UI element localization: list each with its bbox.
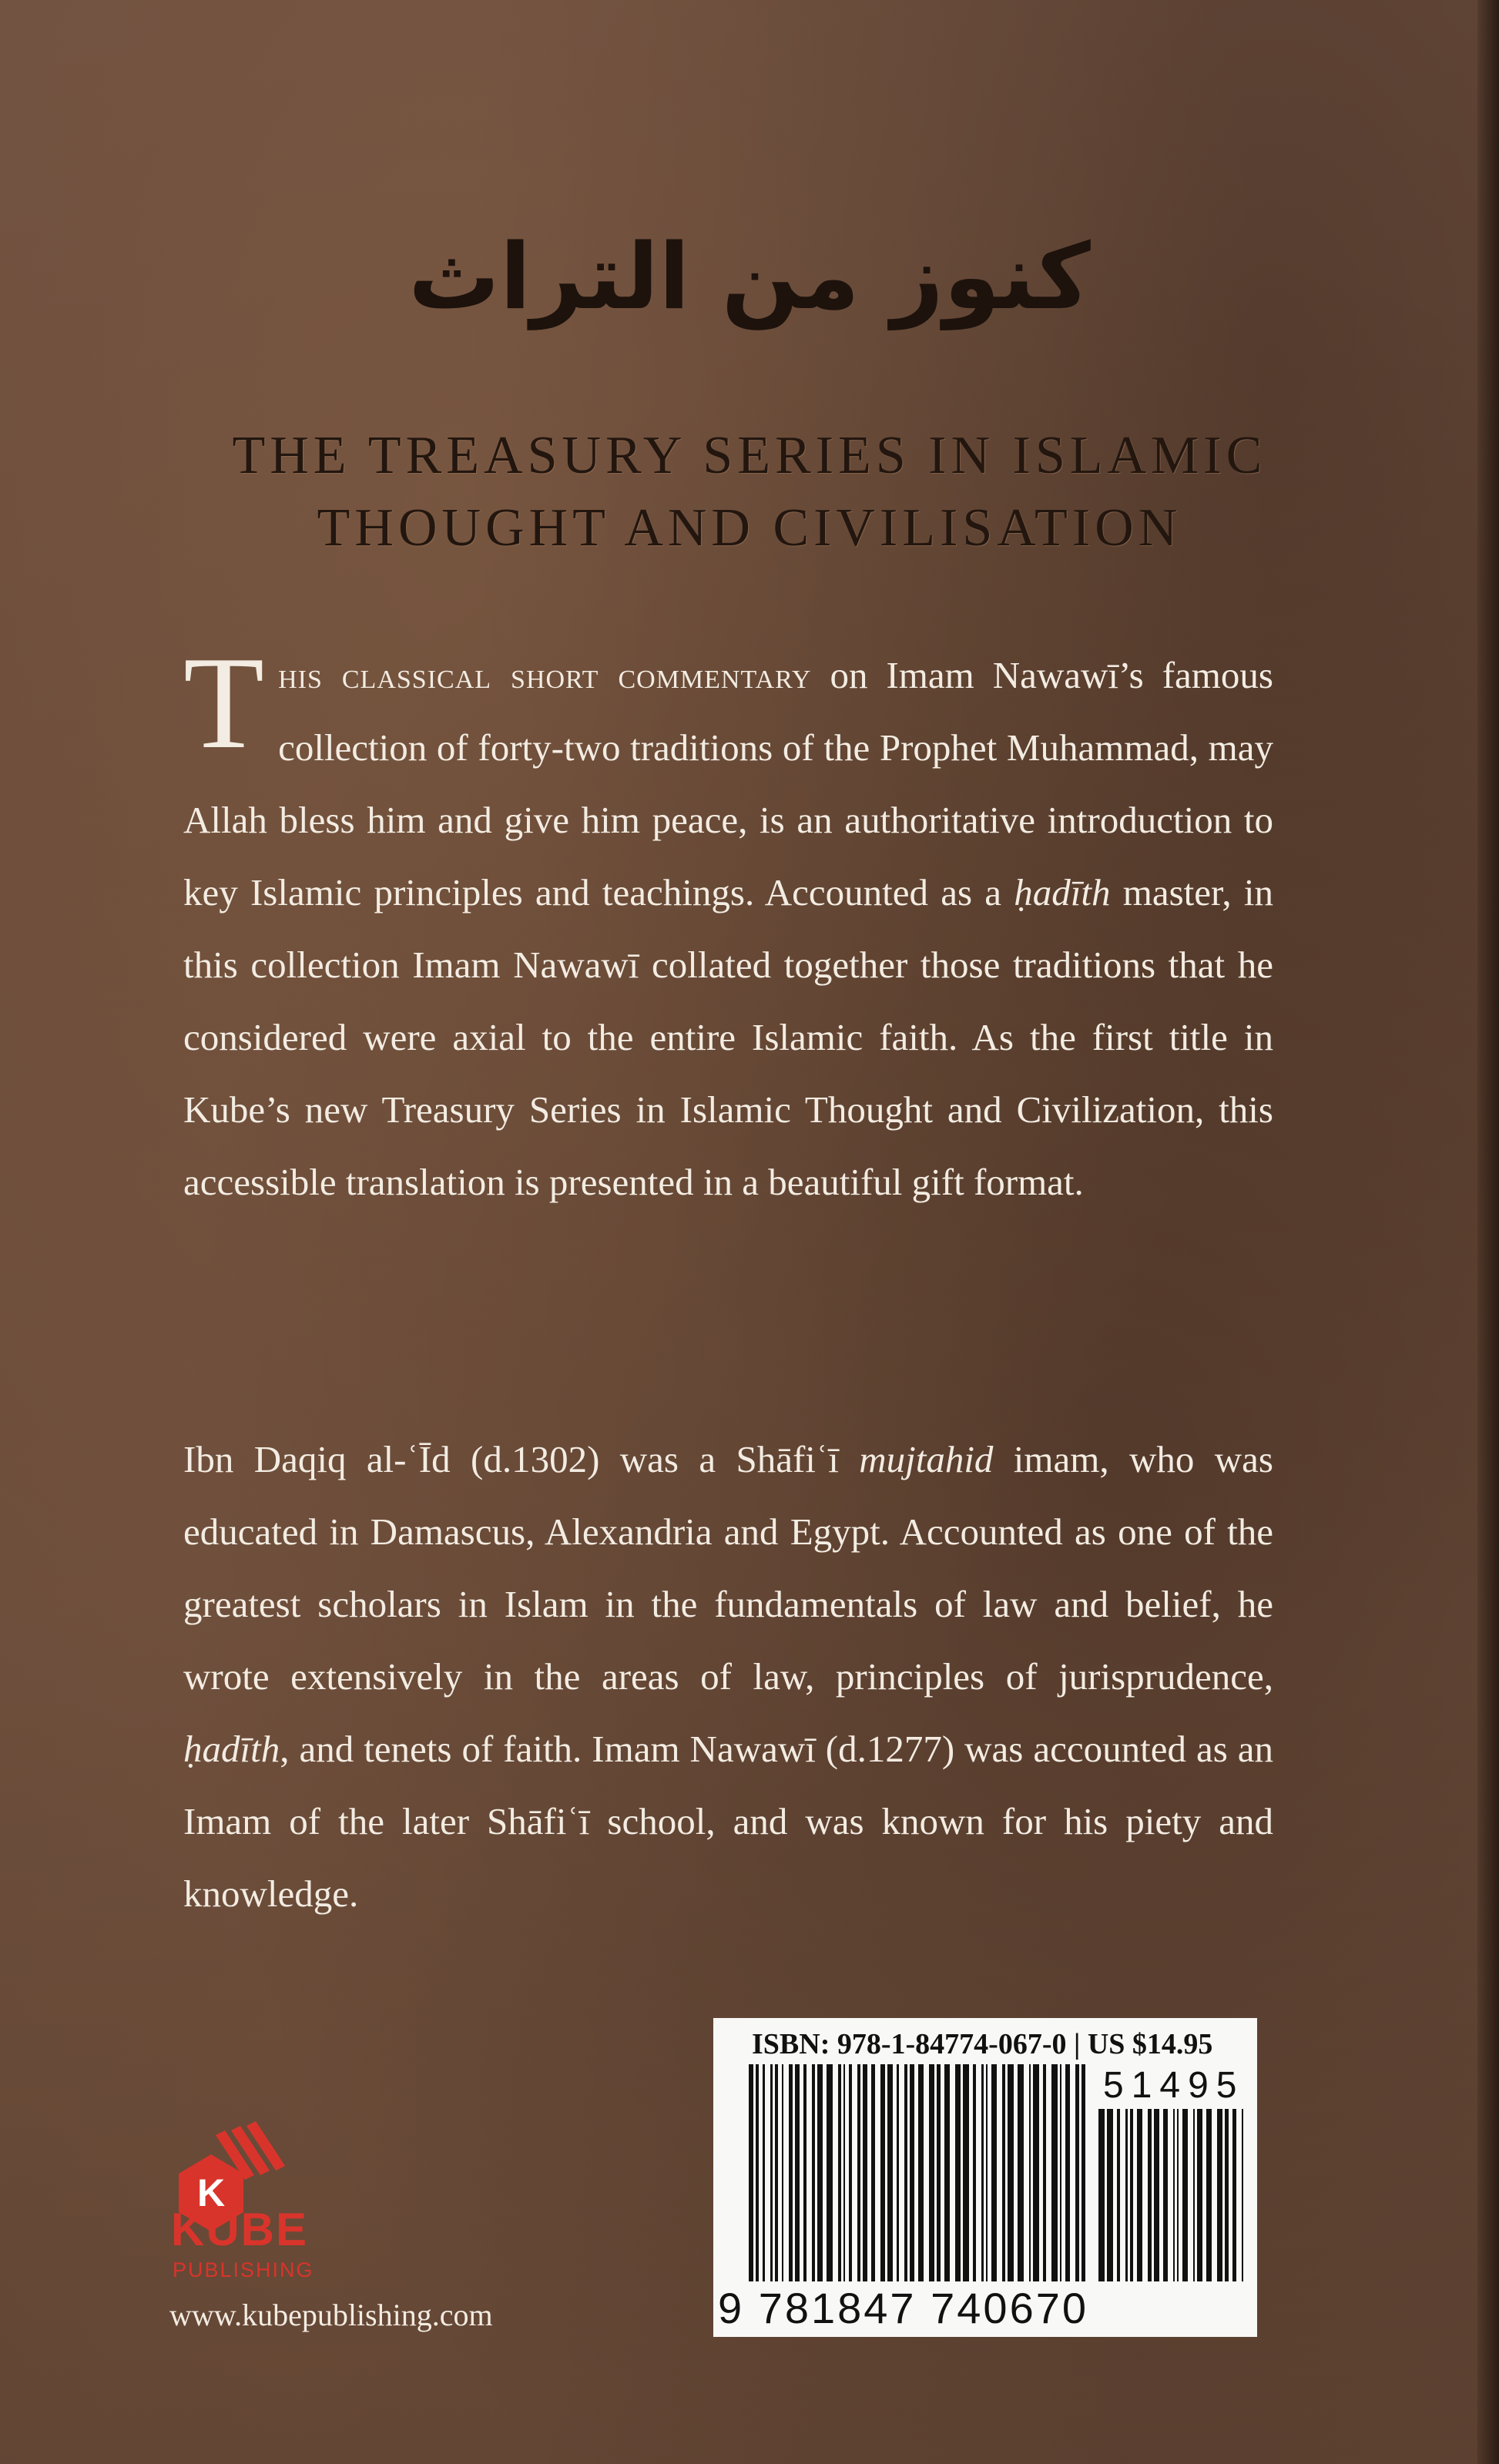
barcode-bar [963,2064,969,2281]
cover-edge [1477,0,1499,2464]
bio-text-1: Ibn Daqiq al-ʿĪd (d.1302) was a Shāfiʿī [183,1438,860,1480]
description-paragraph [183,630,1273,1219]
barcode-bar [756,2064,759,2281]
barcode-bar [1173,2109,1175,2281]
barcode-bar [955,2064,961,2281]
isbn-barcode [749,2064,1088,2281]
barcode-bar [795,2064,800,2281]
barcode-bar [849,2064,852,2281]
barcode-bar [838,2064,841,2281]
publisher-website: www.kubepublishing.com [169,2298,493,2332]
barcode-bar [880,2064,885,2281]
barcode-label [713,2018,1257,2337]
barcode-bar [1217,2109,1222,2281]
bio-italic-2: ḥadīth [183,1728,280,1770]
barcode-bar [1018,2064,1024,2281]
series-title-line-2: THOUGHT AND CIVILISATION [317,498,1182,558]
drop-cap: T [183,630,265,776]
barcode-bar [775,2064,778,2281]
barcode-bar [789,2064,793,2281]
arabic-series-title: كنوز من التراث [408,223,1091,330]
barcode-bar [1206,2109,1212,2281]
barcode-bar [843,2064,845,2281]
barcode-bar [887,2064,893,2281]
barcode-bar [1098,2109,1105,2281]
logo-letter: K [196,2171,226,2214]
barcode-bar [897,2064,899,2281]
barcode-bar [1081,2064,1085,2281]
barcode-bar [904,2064,907,2281]
publisher-name: KUBE [171,2204,309,2255]
barcode-bar [782,2064,783,2281]
barcode-bar [1242,2109,1243,2281]
barcode-bar [918,2064,924,2281]
barcode-bar [1029,2064,1031,2281]
barcode-bar [1130,2109,1133,2281]
barcode-bar [1225,2109,1229,2281]
barcode-bar [1002,2064,1005,2281]
barcode-bar [863,2064,867,2281]
barcode-bar [981,2064,984,2281]
author-bio-paragraph [183,1423,1273,1930]
barcode-bar [1125,2109,1128,2281]
barcode-bar [1193,2109,1195,2281]
barcode-bar [857,2064,860,2281]
bio-text-2: imam, who was educated in Damascus, Alexandria and Egypt. Accounted as one of the greatest scholars in Islam in the fundamentals of law and belief, he wrote extensively in the areas of law, principles of jurisprudence, [183,1438,1273,1698]
barcode-bar [944,2064,950,2281]
barcode-bar [1117,2109,1120,2281]
barcode-bar [1137,2109,1142,2281]
barcode-bar [1075,2064,1079,2281]
price-barcode [1098,2109,1245,2281]
lead-in-smallcaps: his classical short commentary [278,654,812,696]
barcode-bar [1065,2064,1070,2281]
barcode-bar [812,2064,815,2281]
barcode-bar [770,2064,773,2281]
barcode-bar [1197,2109,1202,2281]
barcode-bar [1232,2109,1236,2281]
isbn-price-line: ISBN: 978-1-84774-067-0 | US $14.95 [752,2028,1213,2060]
barcode-bar [1148,2109,1152,2281]
bio-italic-1: mujtahid [859,1438,994,1480]
kube-logo-icon [171,2112,325,2281]
barcode-bar [1033,2064,1039,2281]
barcode-bar [827,2064,833,2281]
barcode-bar [991,2064,997,2281]
barcode-bar [973,2064,976,2281]
barcode-bar [986,2064,988,2281]
barcode-bar [763,2064,765,2281]
barcode-bar [1177,2109,1179,2281]
barcode-bar [929,2064,934,2281]
barcode-bar [1060,2064,1061,2281]
barcode-bar [1107,2109,1113,2281]
barcode-bar [1154,2109,1159,2281]
description-text-2: master, in this collection Imam Nawawī collated together those traditions that he considered were axial to the entire Islamic faith. As the first title in Kube’s new Treasury Series in Islamic Thought and Civilization, this accessible translation is presented in a beautiful gift format. [183,871,1273,1203]
hadith-italic: ḥadīth [1014,871,1111,914]
barcode-bar [1182,2109,1188,2281]
barcode-bar [937,2064,941,2281]
barcode-bar [749,2064,753,2281]
barcode-bar [1043,2064,1046,2281]
series-title [0,420,1499,565]
barcode-bar [803,2064,807,2281]
series-title-line-1: THE TREASURY SERIES IN ISLAMIC [232,426,1267,485]
barcode-bar [817,2064,823,2281]
barcode-bar [1008,2064,1014,2281]
barcode-bar [1163,2109,1168,2281]
barcode-bar [910,2064,914,2281]
publisher-subtitle: PUBLISHING [173,2258,314,2281]
barcode-digits: 9 781847 740670 [718,2284,1088,2332]
price-code: 51495 [1103,2065,1245,2106]
barcode-bar [871,2064,875,2281]
barcode-bar [1051,2064,1058,2281]
bio-text-3: , and tenets of faith. Imam Nawawī (d.1277) was accounted as an Imam of the later Shāfiʿī school, and was known for his piety and knowledge. [183,1728,1273,1915]
description-text-1: on Imam Nawawī’s famous collection of forty-two traditions of the Prophet Muhammad, may Allah bless him and give him peace, is an authoritative introduction to key Islamic principles and teachings. Accounted as a [183,654,1273,914]
